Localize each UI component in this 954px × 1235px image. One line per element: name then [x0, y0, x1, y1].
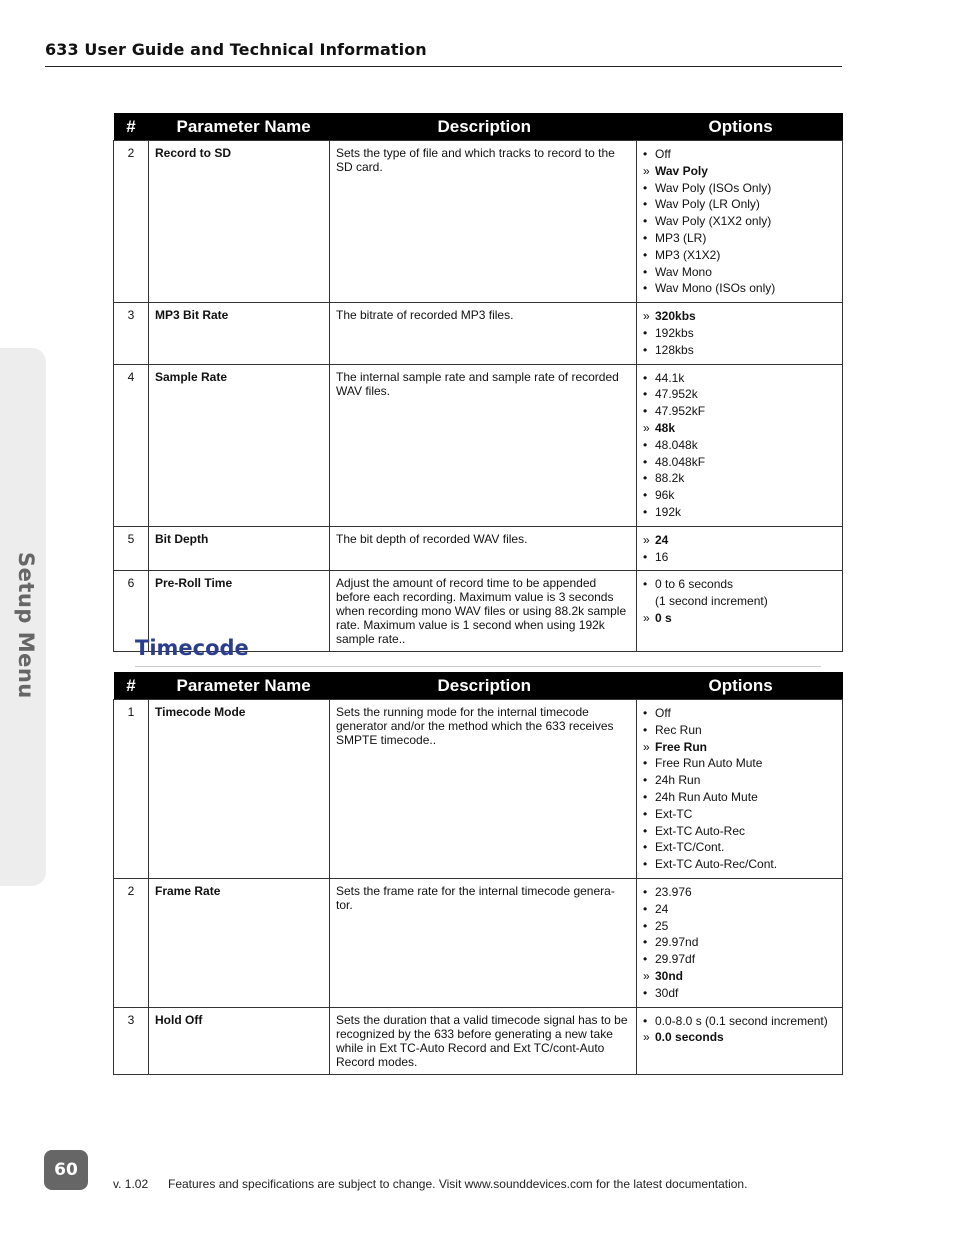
section-divider: [135, 666, 821, 667]
option-item: [643, 264, 836, 281]
parameter-description: Sets the type of file and which tracks to record to the SD card.: [330, 141, 637, 303]
option-item: [643, 487, 836, 504]
row-number: 3: [114, 303, 149, 364]
option-label: 29.97nd: [655, 935, 699, 950]
table-row: [114, 878, 843, 1007]
option-label: 24h Run: [655, 773, 701, 788]
option-label: Wav Mono (ISOs only): [655, 281, 776, 296]
bullet-icon: •: [643, 706, 648, 720]
option-label: Ext-TC Auto-Rec: [655, 823, 746, 838]
header-title: 633 User Guide and Technical Information: [45, 40, 427, 59]
default-marker-icon: »: [643, 739, 650, 754]
bullet-icon: •: [643, 918, 648, 933]
column-header-num: #: [114, 672, 149, 700]
option-item: [643, 213, 836, 230]
default-marker-icon: »: [643, 163, 650, 178]
option-item: [643, 823, 836, 840]
option-item: [643, 549, 836, 566]
default-marker-icon: »: [643, 610, 650, 625]
option-label: Wav Mono: [655, 264, 712, 279]
option-label: Wav Poly (LR Only): [655, 197, 760, 212]
bullet-icon: •: [643, 281, 648, 296]
options-list: [643, 884, 836, 1002]
option-label: 48.048k: [655, 437, 698, 452]
page-header: [45, 40, 842, 67]
option-label: 44.1k: [655, 370, 685, 385]
bullet-icon: •: [643, 264, 648, 279]
bullet-icon: •: [643, 471, 648, 486]
bullet-icon: •: [643, 387, 648, 402]
option-label: 0.0-8.0 s (0.1 second increment): [655, 1013, 828, 1028]
row-number: 4: [114, 364, 149, 526]
bullet-icon: •: [643, 147, 648, 161]
bullet-icon: •: [643, 437, 648, 452]
option-label: Ext-TC Auto-Rec/Cont.: [655, 857, 778, 872]
option-item: [643, 504, 836, 521]
row-number: 6: [114, 571, 149, 652]
option-label: MP3 (LR): [655, 230, 707, 245]
parameter-options: [637, 878, 843, 1007]
option-label: 25: [655, 918, 669, 933]
bullet-icon: •: [643, 1013, 648, 1028]
parameter-name: Sample Rate: [149, 364, 330, 526]
parameter-name: MP3 Bit Rate: [149, 303, 330, 364]
section-title: Timecode: [135, 636, 249, 660]
option-label: MP3 (X1X2): [655, 247, 721, 262]
parameter-description: The bitrate of recorded MP3 files.: [330, 303, 637, 364]
option-default: [643, 1029, 836, 1046]
option-item: [643, 856, 836, 873]
option-label: Off: [655, 147, 671, 161]
bullet-icon: •: [643, 840, 648, 855]
row-number: 5: [114, 526, 149, 571]
side-tab-label: Setup Menu: [14, 552, 38, 699]
option-label: 0.0 seconds: [655, 1030, 724, 1045]
option-item: [643, 593, 836, 610]
option-default: [643, 420, 836, 437]
table-row: [114, 1007, 843, 1074]
table-row: [114, 700, 843, 879]
table-header-row: [114, 113, 843, 141]
option-item: [643, 196, 836, 213]
parameter-options: [637, 700, 843, 879]
option-label: 192k: [655, 504, 682, 519]
parameter-options: [637, 303, 843, 364]
bullet-icon: •: [643, 214, 648, 229]
option-item: [643, 772, 836, 789]
bullet-icon: •: [643, 884, 648, 899]
bullet-icon: •: [643, 549, 648, 564]
bullet-icon: •: [643, 180, 648, 195]
option-label: Free Run Auto Mute: [655, 756, 763, 771]
option-label: 24: [655, 901, 669, 916]
parameter-description: Adjust the amount of record time to be appended before each recording. Maximum value is 3 seconds when recording mono WAV files or using 88.2k sample rate. Maximum value is 1 second when using 192k sample rate..: [330, 571, 637, 652]
option-item: [643, 951, 836, 968]
parameter-description: Sets the running mode for the internal timecode generator and/or the method which the 633 receives SMPTE timecode..: [330, 700, 637, 879]
bullet-icon: •: [643, 488, 648, 503]
option-item: [643, 806, 836, 823]
footer: [113, 1177, 747, 1191]
option-label: Ext-TC/Cont.: [655, 840, 725, 855]
option-item: [643, 180, 836, 197]
option-label: (1 second increment): [655, 594, 768, 609]
option-item: [643, 918, 836, 935]
bullet-icon: •: [643, 773, 648, 788]
page-number: 60: [44, 1150, 88, 1190]
default-marker-icon: »: [643, 420, 650, 435]
options-list: [643, 705, 836, 873]
row-number: 2: [114, 141, 149, 303]
column-header-description: Description: [330, 672, 637, 700]
bullet-icon: •: [643, 901, 648, 916]
bullet-icon: •: [643, 952, 648, 967]
bullet-icon: •: [643, 504, 648, 519]
default-marker-icon: »: [643, 968, 650, 983]
options-list: [643, 532, 836, 566]
table-row: [114, 141, 843, 303]
parameter-options: [637, 141, 843, 303]
options-list: [643, 1013, 836, 1047]
option-default: [643, 610, 836, 627]
option-item: [643, 280, 836, 297]
column-header-name: Parameter Name: [149, 672, 330, 700]
parameter-options: [637, 1007, 843, 1074]
options-list: [643, 576, 836, 626]
option-label: 47.952kF: [655, 404, 706, 419]
option-label: Off: [655, 706, 671, 720]
default-marker-icon: »: [643, 532, 650, 547]
option-item: [643, 342, 836, 359]
option-label: 23.976: [655, 884, 692, 899]
bullet-icon: •: [643, 577, 648, 592]
bullet-icon: •: [643, 985, 648, 1000]
option-label: Rec Run: [655, 722, 702, 737]
option-default: [643, 968, 836, 985]
parameter-name: Pre-Roll Time: [149, 571, 330, 652]
column-header-options: Options: [637, 672, 843, 700]
table-header-row: [114, 672, 843, 700]
parameter-options: [637, 364, 843, 526]
option-item: [643, 230, 836, 247]
bullet-icon: •: [643, 789, 648, 804]
option-item: [643, 470, 836, 487]
option-item: [643, 454, 836, 471]
parameter-table: [113, 113, 843, 652]
option-item: [643, 1013, 836, 1030]
table-row: [114, 526, 843, 571]
table-row: [114, 364, 843, 526]
option-label: 48.048kF: [655, 454, 706, 469]
row-number: 2: [114, 878, 149, 1007]
option-label: Wav Poly (ISOs Only): [655, 180, 772, 195]
option-label: 96k: [655, 488, 675, 503]
option-label: 30nd: [655, 968, 684, 983]
option-item: [643, 934, 836, 951]
bullet-icon: •: [643, 454, 648, 469]
option-item: [643, 755, 836, 772]
column-header-description: Description: [330, 113, 637, 141]
bullet-icon: •: [643, 857, 648, 872]
parameter-options: [637, 526, 843, 571]
option-item: [643, 247, 836, 264]
option-item: [643, 789, 836, 806]
bullet-icon: •: [643, 325, 648, 340]
parameter-description: Sets the frame rate for the internal timecode genera-tor.: [330, 878, 637, 1007]
bullet-icon: •: [643, 806, 648, 821]
column-header-options: Options: [637, 113, 843, 141]
bullet-icon: •: [643, 823, 648, 838]
option-label: Ext-TC: [655, 806, 693, 821]
parameter-description: The bit depth of recorded WAV files.: [330, 526, 637, 571]
option-default: [643, 532, 836, 549]
option-label: 30df: [655, 985, 679, 1000]
option-item: [643, 403, 836, 420]
column-header-num: #: [114, 113, 149, 141]
option-default: [643, 163, 836, 180]
option-label: 0 to 6 seconds: [655, 577, 734, 592]
option-label: 192kbs: [655, 325, 694, 340]
table-row: [114, 303, 843, 364]
bullet-icon: •: [643, 756, 648, 771]
option-default: [643, 739, 836, 756]
option-label: 320kbs: [655, 309, 696, 324]
parameter-name: Bit Depth: [149, 526, 330, 571]
default-marker-icon: »: [643, 309, 650, 324]
column-header-name: Parameter Name: [149, 113, 330, 141]
option-label: 47.952k: [655, 387, 698, 402]
bullet-icon: •: [643, 197, 648, 212]
option-label: Wav Poly: [655, 163, 708, 178]
option-label: 24: [655, 532, 669, 547]
parameter-name: Hold Off: [149, 1007, 330, 1074]
option-default: [643, 308, 836, 325]
options-list: [643, 370, 836, 521]
option-item: [643, 985, 836, 1002]
option-item: [643, 839, 836, 856]
bullet-icon: •: [643, 370, 648, 385]
bullet-icon: •: [643, 230, 648, 245]
parameter-description: Sets the duration that a valid timecode signal has to be recognized by the 633 before generating a new take while in Ext TC-Auto Record and Ext TC/cont-Auto Record modes.: [330, 1007, 637, 1074]
option-item: [643, 437, 836, 454]
option-label: Wav Poly (X1X2 only): [655, 214, 772, 229]
option-item: [643, 705, 836, 722]
parameter-options: [637, 571, 843, 652]
row-number: 3: [114, 1007, 149, 1074]
options-list: [643, 308, 836, 358]
parameter-description: The internal sample rate and sample rate of recorded WAV files.: [330, 364, 637, 526]
option-label: 88.2k: [655, 471, 685, 486]
option-item: [643, 386, 836, 403]
bullet-icon: •: [643, 935, 648, 950]
option-label: 29.97df: [655, 952, 696, 967]
parameter-name: Record to SD: [149, 141, 330, 303]
row-number: 1: [114, 700, 149, 879]
option-item: [643, 146, 836, 163]
bullet-icon: •: [643, 722, 648, 737]
option-item: [643, 722, 836, 739]
option-label: 128kbs: [655, 342, 694, 357]
option-item: [643, 884, 836, 901]
option-label: 24h Run Auto Mute: [655, 789, 758, 804]
option-label: Free Run: [655, 739, 708, 754]
bullet-icon: •: [643, 247, 648, 262]
option-label: 48k: [655, 420, 676, 435]
bullet-icon: •: [643, 404, 648, 419]
parameter-name: Frame Rate: [149, 878, 330, 1007]
option-item: [643, 370, 836, 387]
footer-version: v. 1.02: [113, 1177, 149, 1191]
option-label: 16: [655, 549, 669, 564]
default-marker-icon: »: [643, 1030, 650, 1045]
options-list: [643, 146, 836, 297]
option-item: [643, 576, 836, 593]
timecode-table: [113, 672, 843, 1075]
parameter-name: Timecode Mode: [149, 700, 330, 879]
option-label: 0 s: [655, 610, 672, 625]
footer-text: Features and specifications are subject to change. Visit www.sounddevices.com for the latest documentation.: [168, 1177, 748, 1191]
option-item: [643, 325, 836, 342]
option-item: [643, 901, 836, 918]
bullet-icon: •: [643, 342, 648, 357]
